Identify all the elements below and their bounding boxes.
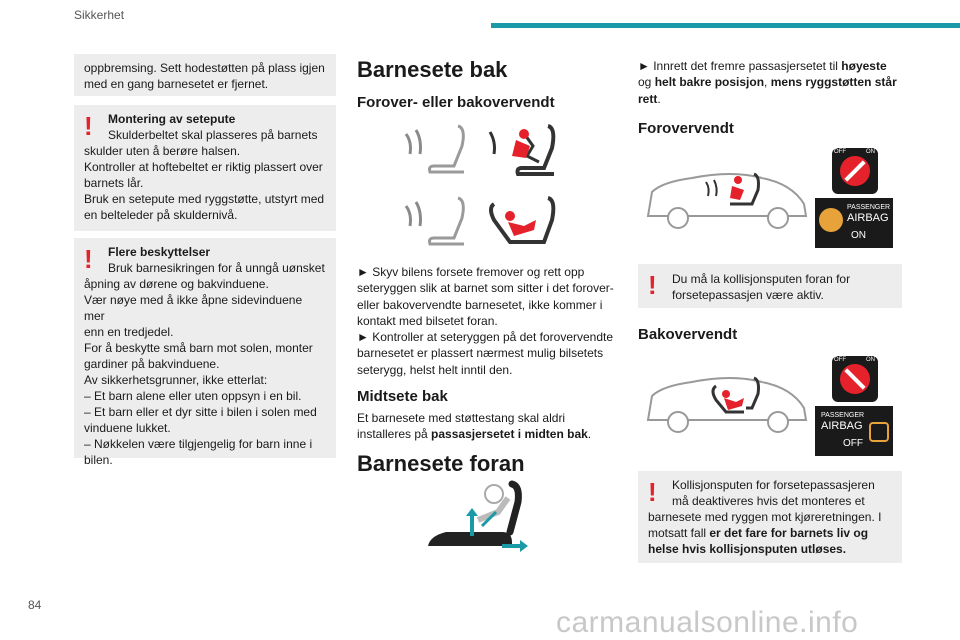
airbag-line2: AIRBAG xyxy=(847,212,889,224)
text-span: motsatt fall xyxy=(648,526,710,540)
text-line: Et barnesete med støttestang skal aldri xyxy=(357,411,566,425)
note-line: For å beskytte små barn mot solen, monter xyxy=(84,341,313,355)
note-line: gardiner på bakvinduene. xyxy=(84,357,220,371)
note-line: Du må la kollisjonsputen foran for xyxy=(672,272,851,286)
note-line: Skulderbeltet skal plasseres på barnets xyxy=(108,128,318,142)
text-bold: helt bakre posisjon xyxy=(654,75,765,90)
note-line: Bruk en setepute med ryggstøtte, utstyrt med xyxy=(84,192,325,206)
airbag-off-panel xyxy=(815,406,893,456)
note-line: forsetepassasjen være aktiv. xyxy=(672,288,824,302)
airbag-line1: PASSENGER xyxy=(821,412,865,419)
note-forward xyxy=(638,264,902,308)
warning-icon: ! xyxy=(648,477,657,507)
text-span: ► Innrett det fremre passasjersetet til xyxy=(638,59,842,73)
note-line: skulder uten å berøre halsen. xyxy=(84,144,241,158)
note-line: Kontroller at hoftebeltet er riktig plassert over xyxy=(84,160,323,174)
heading-bakovervendt: Bakovervendt xyxy=(638,326,738,343)
text-bold: mens ryggstøtten står xyxy=(770,75,897,90)
note-backward xyxy=(638,471,902,563)
heading-midtsete-bak: Midtsete bak xyxy=(357,388,448,405)
heading-barnesete-foran: Barnesete foran xyxy=(357,451,525,476)
instructions-text xyxy=(357,264,619,378)
text-span: . xyxy=(657,91,661,106)
airbag-line2: AIRBAG xyxy=(821,420,863,432)
intro-text: oppbremsing. Sett hodestøtten på plass igjen med en gang barnesetet er fjernet. xyxy=(84,61,325,91)
note-line: Vær nøye med å ikke åpne sidevinduene mer xyxy=(84,293,303,323)
page-number: 84 xyxy=(28,598,42,612)
car-rear-facing-seat-icon xyxy=(642,368,812,434)
airbag-switch-on-icon xyxy=(832,148,878,194)
note-title: Montering av setepute xyxy=(108,112,236,126)
airbag-on-icon xyxy=(819,208,843,232)
note-line: barnets lår. xyxy=(84,176,144,190)
text-line: eller bakovervendte barnesetet, ikke kommer i xyxy=(357,297,603,312)
text-bold: passasjersetet i midten bak xyxy=(431,427,588,442)
note-line: en belteleder på skuldernivå. xyxy=(84,208,238,222)
note-line: – Nøkkelen være tilgjengelig for barn inne i xyxy=(84,437,313,451)
note-line: Bruk barnesikringen for å unngå uønsket xyxy=(108,261,325,275)
text-line: seteryggen slik at barnet som sitter i det forover- xyxy=(357,281,614,296)
note-setepute xyxy=(74,105,336,231)
text-bold: høyeste xyxy=(841,59,887,73)
switch-off-label: OFF xyxy=(834,357,846,363)
text-span: . xyxy=(587,427,592,442)
note-line: Kollisjonsputen for forsetepassasjeren xyxy=(672,478,875,492)
rear-facing-seat-icon xyxy=(398,192,558,258)
text-span: installeres på xyxy=(357,427,432,442)
switch-on-label: ON xyxy=(866,149,875,155)
front-seat-adjust-icon xyxy=(424,480,528,556)
note-line: må deaktiveres hvis det monteres et xyxy=(672,494,865,508)
airbag-state: ON xyxy=(851,230,866,241)
text-bold: helse hvis kollisjonsputen utløses. xyxy=(648,542,847,556)
note-line: vinduene lukket. xyxy=(84,421,171,435)
watermark: carmanualsonline.info xyxy=(556,606,859,639)
warning-icon: ! xyxy=(84,244,93,274)
header-accent-bar xyxy=(491,23,960,28)
text-line: barnesetet er plassert nærmest mulig bilsetets xyxy=(357,346,604,361)
front-seat-instruction xyxy=(638,58,902,107)
intro-box xyxy=(74,54,336,96)
section-title: Sikkerhet xyxy=(74,8,125,22)
note-line: enn en tredjedel. xyxy=(84,325,174,339)
car-forward-seat-icon xyxy=(642,164,812,230)
airbag-line1: PASSENGER xyxy=(847,204,891,211)
note-line: bilen. xyxy=(84,453,113,467)
note-line: Av sikkerhetsgrunner, ikke etterlat: xyxy=(84,373,268,387)
note-line: – Et barn alene eller uten oppsyn i en bil. xyxy=(84,389,302,403)
heading-forover-bakover: Forover- eller bakovervendt xyxy=(357,94,555,111)
text-bold: rett xyxy=(638,91,658,106)
text-span: , xyxy=(764,75,771,90)
note-title: Flere beskyttelser xyxy=(108,245,211,259)
text-span: og xyxy=(638,75,655,90)
warning-icon: ! xyxy=(648,270,657,300)
switch-on-label: ON xyxy=(866,357,875,363)
warning-icon: ! xyxy=(84,111,93,141)
note-line: åpning av dørene og bakvinduene. xyxy=(84,277,269,291)
note-line: – Et barn eller et dyr sitte i bilen i solen med xyxy=(84,405,317,419)
heading-barnesete-bak: Barnesete bak xyxy=(357,57,508,82)
note-beskyttelser xyxy=(74,238,336,467)
note-line: barnesete med ryggen mot kjøreretningen. I xyxy=(648,510,882,524)
text-line: kontakt med bilsetet foran. xyxy=(357,313,498,328)
middle-seat-text xyxy=(357,410,619,443)
text-line: ► Kontroller at seteryggen på det forovervendte xyxy=(357,330,614,345)
text-line: ► Skyv bilens forsete fremover og rett opp xyxy=(357,265,585,279)
airbag-off-icon xyxy=(869,422,889,442)
airbag-on-panel xyxy=(815,198,893,248)
forward-facing-seat-icon xyxy=(398,122,558,184)
text-bold: er det fare for barnets liv og xyxy=(709,526,869,540)
airbag-state: OFF xyxy=(843,438,863,449)
text-line: seterygg, helst helt inntil den. xyxy=(357,362,513,377)
heading-forovervendt: Forovervendt xyxy=(638,120,734,137)
switch-off-label: OFF xyxy=(834,149,846,155)
airbag-switch-off-icon xyxy=(832,356,878,402)
